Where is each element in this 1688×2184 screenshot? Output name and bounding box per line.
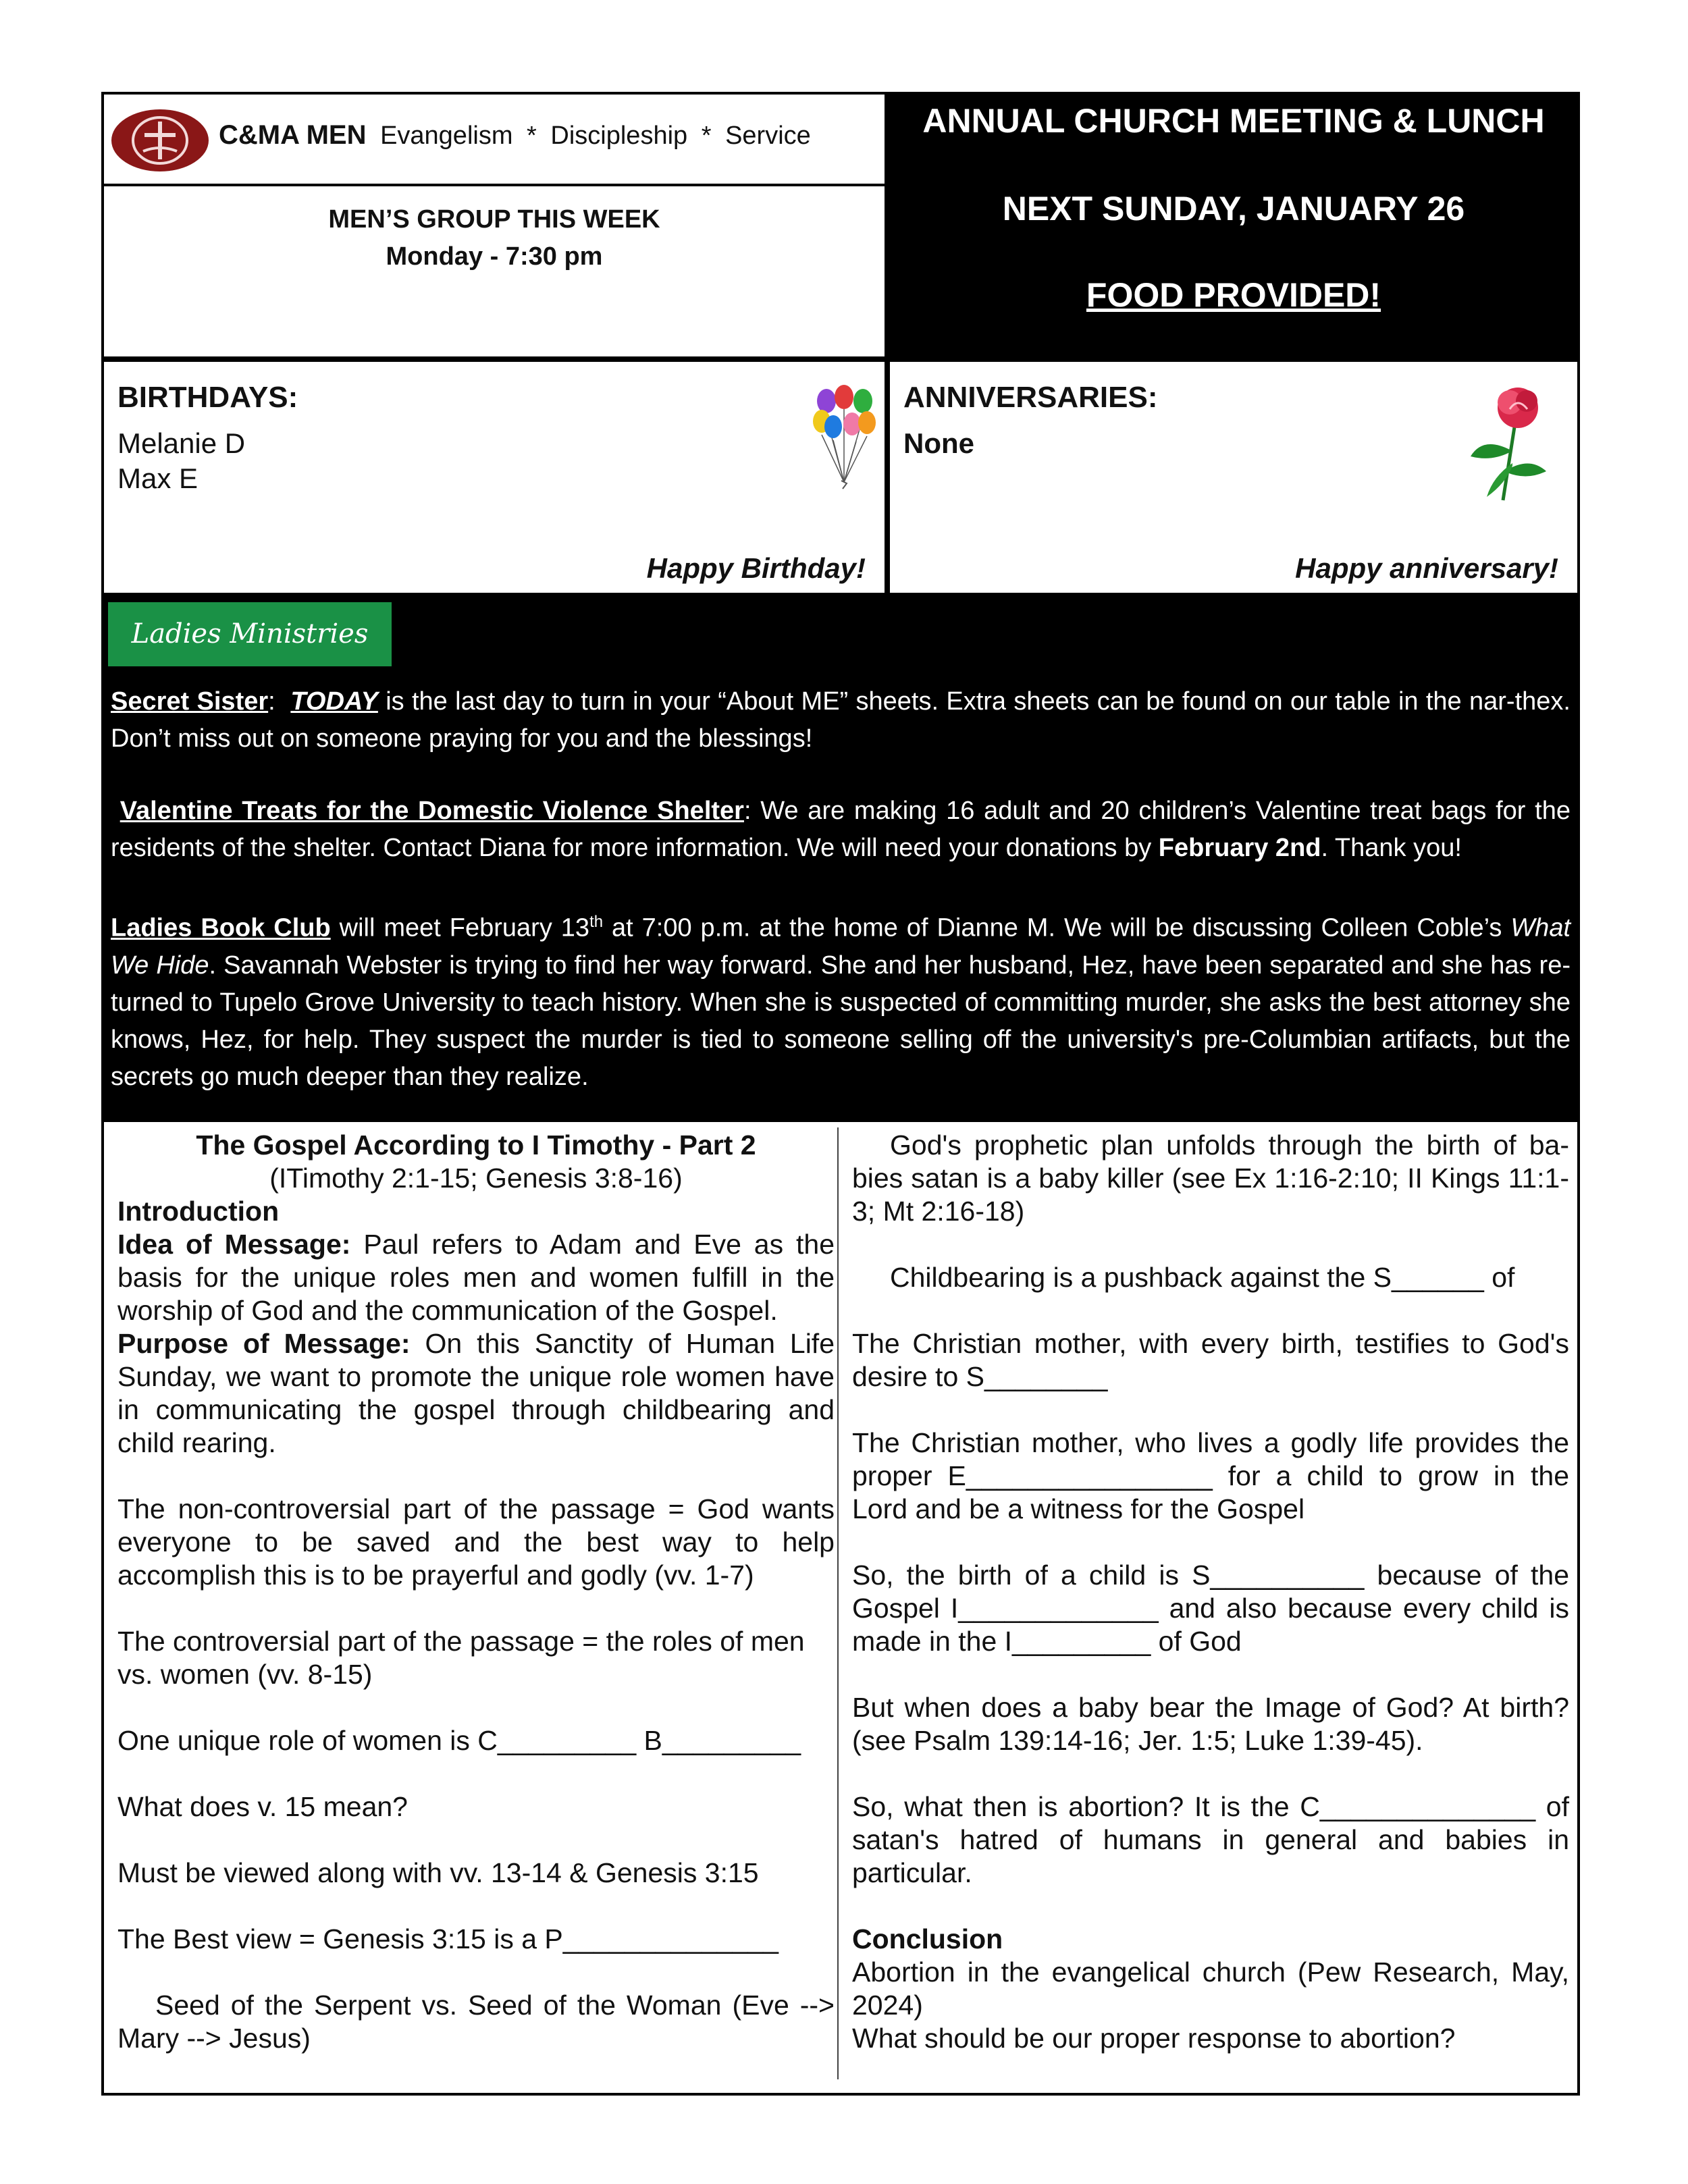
noncontroversial-part: The non-controversial part of the passage = God wants everyone to be saved and the best way to help accomplish this is to be prayerful and godly (vv. 1-7) (117, 1493, 835, 1591)
seed-line: Seed of the Serpent vs. Seed of the Woman (Eve --> Mary --> Jesus) (117, 1990, 835, 2054)
ladies-ministries-section (101, 595, 1580, 1122)
cma-logo-icon (109, 107, 211, 174)
book-club-paragraph (111, 903, 1571, 1096)
book-club-text-a: will meet February 13 (330, 913, 590, 942)
birthdays-list (117, 426, 245, 496)
conclusion-heading: Conclusion (852, 1923, 1003, 1954)
secret-sister-paragraph: Secret Sister: TODAY is the last day to turn in your “About ME” sheets. Extra sheets can be found on our table in the nar-thex. Don’t miss out on someone praying for you and the blessings! (111, 687, 1571, 753)
valentine-deadline: February 2nd (1158, 834, 1321, 862)
best-view: The Best view = Genesis 3:15 is a P______________ (117, 1923, 779, 1954)
idea-label: Idea of Message: (117, 1229, 351, 1260)
tagline-discipleship: Discipleship (550, 122, 688, 150)
anniversary-name: None (903, 427, 974, 459)
birthday-name: Melanie D (117, 427, 246, 459)
purpose-label: Purpose of Message: (117, 1328, 411, 1359)
mother-birth: The Christian mother, with every birth, testifies to God's desire to S________ (852, 1328, 1569, 1392)
birthdays-footer: Happy Birthday! (646, 552, 866, 584)
mother-godly: The Christian mother, who lives a godly life provides the proper E________________ for a child to grow in the Lord and be a witness for the Gospel (852, 1427, 1569, 1524)
secret-sister-today: TODAY (290, 687, 378, 716)
mens-group-heading: MEN’S GROUP THIS WEEK (328, 205, 660, 234)
annual-meeting-box (887, 92, 1580, 359)
birthday-name: Max E (117, 462, 199, 494)
book-club-title: Ladies Book Club (111, 913, 331, 942)
mens-title (219, 120, 811, 151)
sermon-title: The Gospel According to I Timothy - Part 2 (196, 1129, 756, 1161)
book-club-text-c: . Savannah Webster is trying to find her way forward. She and her husband, Hez, have been separated and she has re-turned to Tupelo Grove University to teach history. When she is suspected of committing murder, she asks the best attorney she knows, Hez, for help. They suspect the murder is tied to someone selling off the university's pre-Columbian artifacts, but the secrets go much deeper than they realize. (111, 951, 1571, 1091)
book-club-sup: th (589, 913, 604, 931)
secret-sister-text: is the last day to turn in your “About ME” sheets. Extra sheets can be found on our table in the nar-thex. Don’t miss out on someone praying for you and the blessings! (111, 687, 1571, 753)
so-birth: So, the birth of a child is S__________ because of the Gospel I_____________ and also because every child is made in the I_________ of God (852, 1560, 1569, 1657)
valentine-paragraph (111, 793, 1571, 867)
purpose-of-message (117, 1327, 835, 1460)
tagline-sep-1: * (527, 122, 537, 150)
rose-icon (1462, 382, 1564, 507)
sermon-left-column (117, 1129, 835, 2055)
mens-group-box (101, 184, 887, 359)
anniversaries-title: ANNIVERSARIES: (903, 381, 1158, 414)
response-question: What should be our proper response to abortion? (852, 2023, 1456, 2054)
purpose-text: On this Sanctity of Human Life Sunday, we want to promote the unique role women have in communicating the gospel through childbearing and child rearing. (117, 1328, 835, 1458)
anniversaries-list (903, 426, 974, 461)
controversial-part: The controversial part of the passage = the roles of men vs. women (vv. 8-15) (117, 1626, 805, 1690)
mens-header (101, 92, 887, 186)
prophetic-plan: God's prophetic plan unfolds through the birth of ba-bies satan is a baby killer (see Ex 1:16-2:10; II Kings 11:1-3; Mt 2:16-18) (852, 1129, 1569, 1227)
abortion-question: So, what then is abortion? It is the C______________ of satan's hatred of humans in general and babies in particular. (852, 1791, 1569, 1888)
sermon-reference: (ITimothy 2:1-15; Genesis 3:8-16) (269, 1163, 683, 1194)
column-divider (837, 1127, 839, 2079)
image-question: But when does a baby bear the Image of God? At birth? (see Psalm 139:14-16; Jer. 1:5; Luke 1:39-45). (852, 1692, 1569, 1756)
pushback-line: Childbearing is a pushback against the S______ of (890, 1262, 1515, 1293)
annual-meeting-line: ANNUAL CHURCH MEETING & LUNCH (922, 102, 1545, 140)
annual-meeting-date: NEXT SUNDAY, JANUARY 26 (1002, 190, 1465, 228)
balloons-icon (812, 381, 879, 499)
idea-of-message (117, 1228, 835, 1327)
sermon-right-column (852, 1129, 1569, 2055)
valentine-thanks: . Thank you! (1321, 834, 1462, 862)
secret-sister-title: Secret Sister (111, 687, 269, 716)
book-club-text-b: at 7:00 p.m. at the home of Dianne M. We will be discussing Colleen Coble’s (603, 913, 1511, 942)
tagline-sep-2: * (701, 122, 712, 150)
mens-title-name: C&MA MEN (219, 120, 367, 150)
pew-line: Abortion in the evangelical church (Pew Research, May, 2024) (852, 1956, 1569, 2021)
birthdays-box (101, 359, 887, 595)
book-club-book: What We Hide (111, 913, 1571, 980)
tagline-evangelism: Evangelism (380, 122, 513, 150)
idea-text: Paul refers to Adam and Eve as the basis for the unique roles men and women fulfill in the worship of God and the communication of the Gospel. (117, 1229, 835, 1326)
anniversaries-footer: Happy anniversary! (1295, 552, 1558, 584)
sermon-notes (101, 1122, 1580, 2096)
annual-meeting-food: FOOD PROVIDED! (1086, 276, 1381, 314)
ladies-ministries-tag: Ladies Ministries (108, 602, 392, 666)
mens-group-time: Monday - 7:30 pm (386, 242, 603, 271)
viewed-with: Must be viewed along with vv. 13-14 & Genesis 3:15 (117, 1857, 759, 1888)
anniversaries-box (887, 359, 1580, 595)
v15-question: What does v. 15 mean? (117, 1791, 408, 1822)
birthdays-title: BIRTHDAYS: (117, 381, 298, 414)
sermon-intro: Introduction (117, 1196, 280, 1227)
unique-role: One unique role of women is C_________ B_________ (117, 1725, 801, 1756)
valentine-text: : We are making 16 adult and 20 children’s Valentine treat bags for the residents of the shelter. Contact Diana for more information. We will need your donations by (111, 797, 1571, 862)
tagline-service: Service (725, 122, 811, 150)
valentine-title: Valentine Treats for the Domestic Violence Shelter (120, 797, 744, 825)
